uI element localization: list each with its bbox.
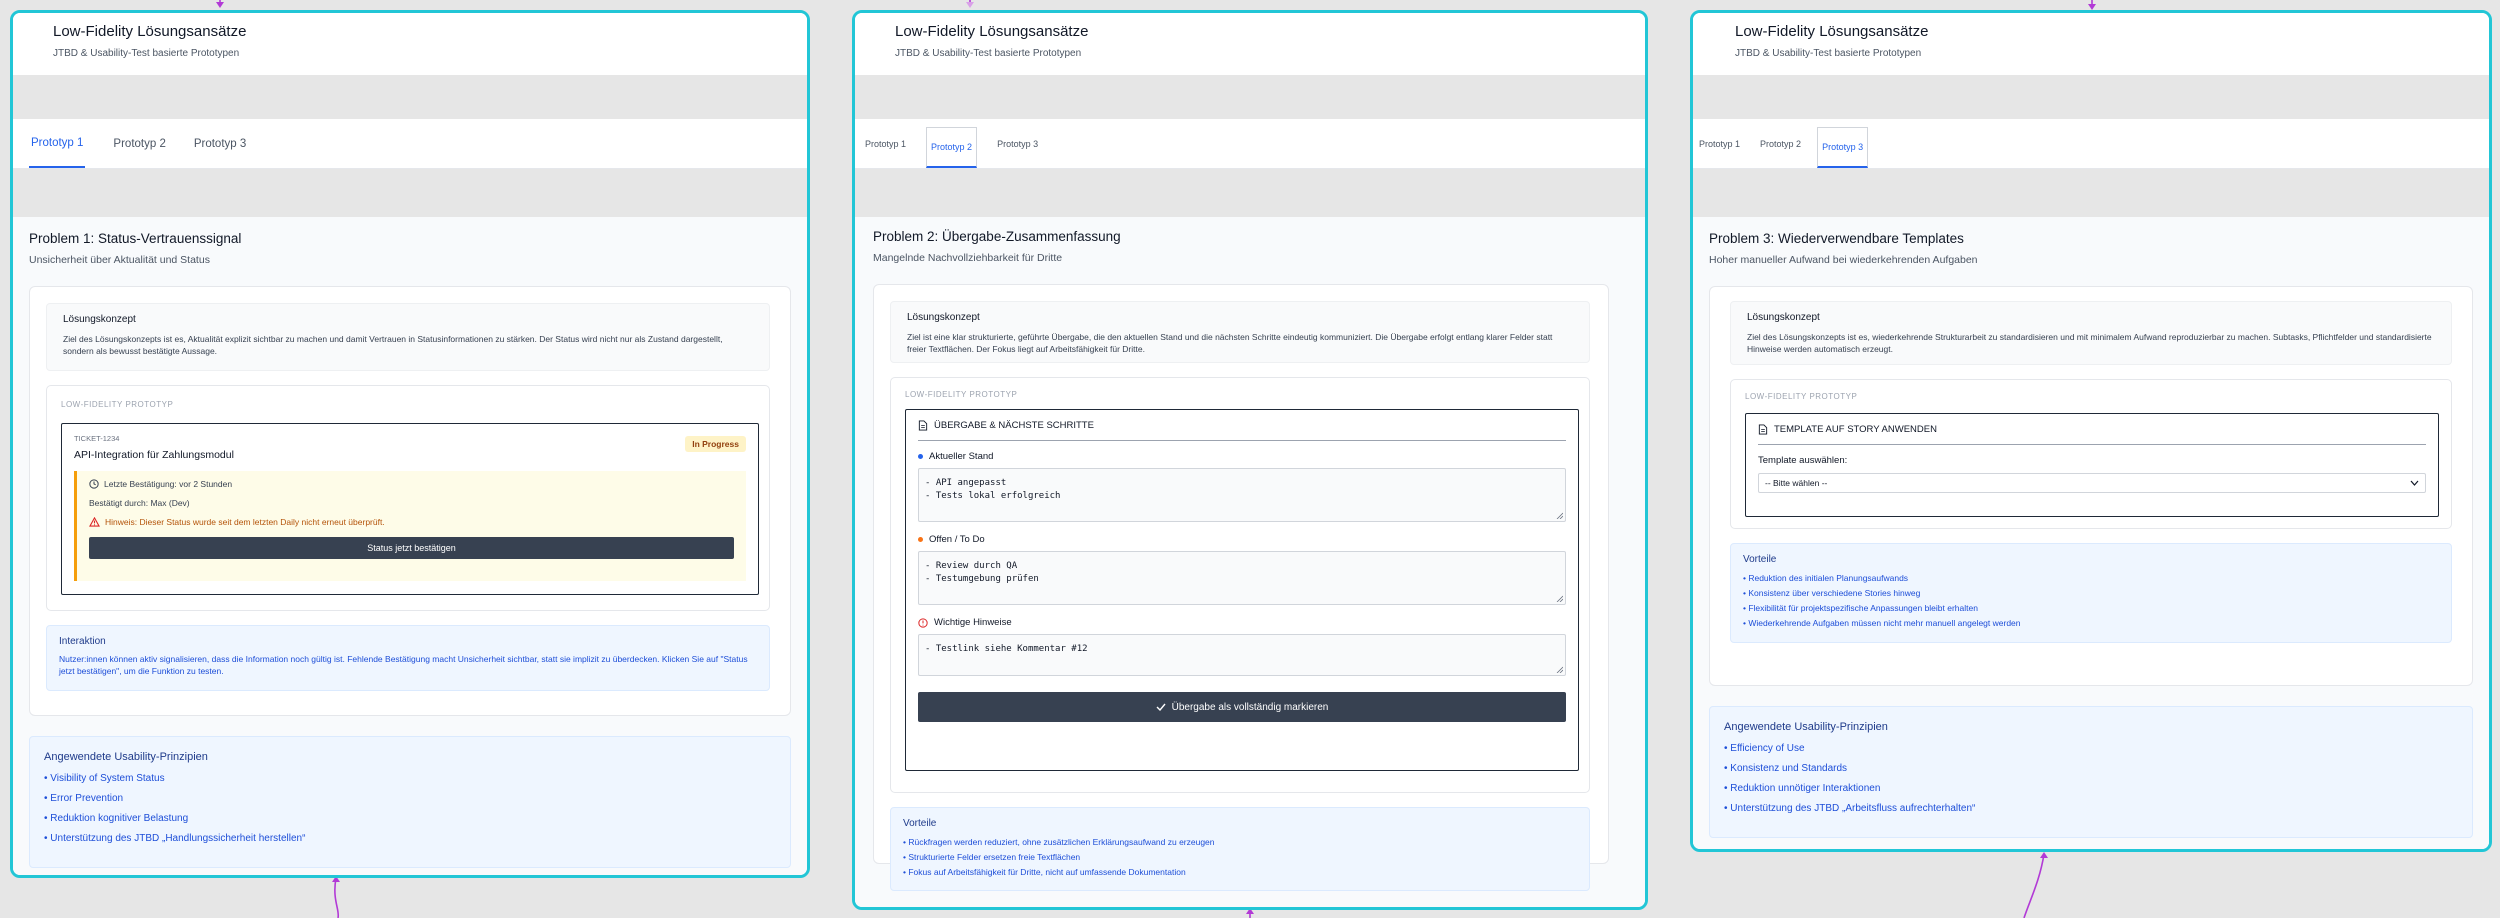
- current-label: Aktueller Stand: [929, 451, 994, 462]
- principle-item: • Unterstützung des JTBD „Arbeitsfluss aufrechterhalten“: [1724, 803, 1976, 814]
- ticket-id: TICKET-1234: [74, 434, 120, 443]
- tab-label: Prototyp 1: [865, 138, 907, 149]
- tab-prototyp-1[interactable]: [865, 119, 906, 168]
- benefit-item: • Wiederkehrende Aufgaben müssen nicht mehr manuell angelegt werden: [1743, 618, 2021, 628]
- tab-bar: [1693, 119, 2489, 169]
- lofi-prototype: [1730, 379, 2452, 529]
- select-value: -- Bitte wählen --: [1765, 478, 1828, 488]
- concept-text: Ziel ist eine klar strukturierte, geführte Übergabe, die den aktuellen Stand und die nächsten Schritte eindeutig kommuniziert. Die Übergabe erfolgt entlang klarer Felder statt freier Textflächen. Der Fokus liegt auf Arbeitsfähigkeit für Dritte.: [907, 332, 1553, 355]
- open-label: Offen / To Do: [929, 534, 985, 545]
- principle-item: • Visibility of System Status: [44, 773, 165, 784]
- lofi-label: LOW-FIDELITY PROTOTYP: [1745, 392, 1858, 401]
- spacer-band: [855, 75, 1645, 119]
- template-title: TEMPLATE AUF STORY ANWENDEN: [1774, 424, 1937, 435]
- template-select[interactable]: [1758, 473, 2426, 493]
- prototype-content: [1693, 217, 2489, 852]
- checkmark-icon: [1156, 703, 1166, 711]
- tab-prototyp-2[interactable]: [926, 127, 977, 168]
- spacer-band: [13, 169, 807, 217]
- page-header: [855, 13, 1645, 75]
- resize-handle-icon[interactable]: [1556, 666, 1563, 673]
- tab-label: Prototyp 3: [1822, 142, 1864, 152]
- prototype-frame-2: [852, 10, 1648, 910]
- concept-title: Lösungskonzept: [1747, 312, 1820, 323]
- status-dot-orange-icon: [918, 537, 923, 542]
- interaction-box: [46, 625, 770, 691]
- page-header: [13, 13, 807, 75]
- concept-text: Ziel des Lösungskonzepts ist es, wiederkehrende Strukturarbeit zu standardisieren und mit minimalem Aufwand reproduzierbar zu machen. Subtasks, Pflichtfelder und standardisierte Hinweise werden automatisch erzeugt.: [1747, 332, 2432, 355]
- prototype-content: [855, 217, 1645, 910]
- principle-item: • Efficiency of Use: [1724, 743, 1805, 754]
- textarea-value: - API angepasst - Tests lokal erfolgreich: [925, 478, 1061, 502]
- tab-label: Prototyp 3: [997, 138, 1039, 149]
- handover-title: ÜBERGABE & NÄCHSTE SCHRITTE: [934, 420, 1094, 431]
- benefits-box: [890, 807, 1590, 891]
- warning-text: Hinweis: Dieser Status wurde seit dem letzten Daily nicht erneut überprüft.: [105, 517, 385, 527]
- problem-subtitle: Unsicherheit über Aktualität und Status: [29, 254, 210, 266]
- principles-title: Angewendete Usability-Prinzipien: [1724, 721, 1888, 733]
- concept-title: Lösungskonzept: [63, 314, 136, 325]
- problem-title: Problem 3: Wiederverwendbare Templates: [1709, 231, 1964, 246]
- solution-card: [1709, 286, 2473, 686]
- benefits-box: [1730, 543, 2452, 643]
- last-confirm-value: vor 2 Stunden: [179, 479, 233, 489]
- page-title: Low-Fidelity Lösungsansätze: [53, 23, 247, 40]
- benefit-item: • Strukturierte Felder ersetzen freie Textflächen: [903, 852, 1081, 862]
- interaction-title: Interaktion: [59, 636, 106, 647]
- tab-label: Prototyp 2: [1760, 138, 1802, 149]
- page-subtitle: JTBD & Usability-Test basierte Prototypen: [53, 48, 240, 59]
- solution-concept: [46, 303, 770, 371]
- mark-complete-button[interactable]: [918, 692, 1566, 722]
- select-label: Template auswählen:: [1758, 455, 1848, 466]
- tab-label: Prototyp 1: [31, 136, 84, 149]
- benefit-item: • Fokus auf Arbeitsfähigkeit für Dritte, nicht auf umfassende Dokumentation: [903, 867, 1186, 877]
- benefit-item: • Reduktion des initialen Planungsaufwands: [1743, 573, 1909, 583]
- principle-item: • Reduktion kognitiver Belastung: [44, 813, 189, 824]
- page-subtitle: JTBD & Usability-Test basierte Prototypen: [895, 48, 1082, 59]
- lofi-prototype: [890, 377, 1590, 793]
- solution-card: [873, 284, 1609, 877]
- page-header: [1693, 13, 2489, 75]
- spacer-band: [13, 75, 807, 119]
- principle-item: • Reduktion unnötiger Interaktionen: [1724, 783, 1881, 794]
- spacer-band: [855, 169, 1645, 217]
- prototype-frame-1: [10, 10, 810, 878]
- confirmed-by-label: Bestätigt durch:: [89, 498, 149, 508]
- alert-circle-icon: [918, 618, 928, 628]
- tab-prototyp-2[interactable]: [1760, 119, 1801, 168]
- document-icon: [918, 420, 928, 431]
- current-state-textarea[interactable]: [918, 468, 1566, 522]
- tab-prototyp-3[interactable]: [1817, 127, 1868, 168]
- principle-item: • Konsistenz und Standards: [1724, 763, 1848, 774]
- principles-title: Angewendete Usability-Prinzipien: [44, 751, 208, 763]
- textarea-value: - Testlink siehe Kommentar #12: [925, 644, 1088, 654]
- benefit-item: • Flexibilität für projektspezifische Anpassungen bleibt erhalten: [1743, 603, 1978, 613]
- confirmed-by-value: Max (Dev): [150, 498, 190, 508]
- ticket-title: API-Integration für Zahlungsmodul: [74, 449, 234, 461]
- last-confirm-label: Letzte Bestätigung:: [104, 479, 177, 489]
- notes-label: Wichtige Hinweise: [934, 617, 1012, 628]
- clock-icon: [89, 479, 99, 489]
- solution-card: [29, 286, 791, 716]
- template-card: [1745, 413, 2439, 517]
- prototype-content: [13, 217, 807, 878]
- button-label: Übergabe als vollständig markieren: [1171, 701, 1329, 713]
- confirm-status-button[interactable]: [89, 537, 734, 559]
- principle-item: • Error Prevention: [44, 793, 124, 804]
- handover-card: [905, 409, 1579, 771]
- spacer-band: [1693, 169, 2489, 217]
- lofi-prototype: [46, 385, 770, 611]
- resize-handle-icon[interactable]: [1556, 512, 1563, 519]
- lofi-label: LOW-FIDELITY PROTOTYP: [61, 400, 174, 409]
- page-title: Low-Fidelity Lösungsansätze: [895, 23, 1089, 40]
- prototype-frame-3: [1690, 10, 2492, 852]
- problem-title: Problem 1: Status-Vertrauenssignal: [29, 231, 242, 246]
- page-title: Low-Fidelity Lösungsansätze: [1735, 23, 1929, 40]
- tab-prototyp-1[interactable]: [1699, 119, 1740, 168]
- page-subtitle: JTBD & Usability-Test basierte Prototypen: [1735, 48, 1922, 59]
- status-dot-blue-icon: [918, 454, 923, 459]
- benefit-item: • Konsistenz über verschiedene Stories hinweg: [1743, 588, 1921, 598]
- problem-title: Problem 2: Übergabe-Zusammenfassung: [873, 229, 1121, 244]
- button-label: Status jetzt bestätigen: [367, 543, 456, 553]
- tab-bar: [855, 119, 1645, 169]
- tab-label: Prototyp 2: [113, 137, 166, 150]
- tab-prototyp-2[interactable]: [113, 119, 165, 168]
- concept-text: Ziel des Lösungskonzepts ist es, Aktualität explizit sichtbar zu machen und damit Vertrauen in Statusinformationen zu stärken. Der Status wird nicht nur als Zustand dargestellt, sondern als bewusst bestätigte Aussage.: [63, 334, 723, 357]
- benefits-title: Vorteile: [903, 818, 937, 829]
- warning-icon: [89, 517, 100, 527]
- tab-label: Prototyp 3: [193, 137, 247, 150]
- solution-concept: [890, 301, 1590, 363]
- tab-prototyp-1[interactable]: [29, 119, 85, 168]
- benefit-item: • Rückfragen werden reduziert, ohne zusätzlichen Erklärungsaufwand zu erzeugen: [903, 837, 1215, 847]
- usability-principles: [1709, 706, 2473, 838]
- document-icon: [1758, 424, 1768, 435]
- concept-title: Lösungskonzept: [907, 312, 980, 323]
- lofi-label: LOW-FIDELITY PROTOTYP: [905, 390, 1018, 399]
- confirmation-panel: [74, 471, 746, 581]
- open-todo-textarea[interactable]: [918, 551, 1566, 605]
- tab-prototyp-3[interactable]: [997, 119, 1038, 168]
- usability-principles: [29, 736, 791, 868]
- tab-prototyp-3[interactable]: [194, 119, 246, 168]
- notes-textarea[interactable]: [918, 634, 1566, 676]
- spacer-band: [1693, 75, 2489, 119]
- tab-label: Prototyp 1: [1699, 138, 1741, 149]
- problem-subtitle: Hoher manueller Aufwand bei wiederkehrenden Aufgaben: [1709, 254, 1978, 266]
- benefits-title: Vorteile: [1743, 554, 1777, 565]
- textarea-value: - Review durch QA - Testumgebung prüfen: [925, 561, 1039, 585]
- problem-subtitle: Mangelnde Nachvollziehbarkeit für Dritte: [873, 252, 1063, 264]
- ticket-card: [61, 423, 759, 595]
- status-badge: In Progress: [685, 436, 746, 452]
- principle-item: • Unterstützung des JTBD „Handlungssicherheit herstellen“: [44, 833, 306, 844]
- tab-label: Prototyp 2: [931, 142, 973, 152]
- interaction-text: Nutzer:innen können aktiv signalisieren, dass die Information noch gültig ist. Fehlende Bestätigung macht Unsicherheit sichtbar, statt sie implizit zu überdecken. Klicken Sie auf "Status jetzt bestätigen", um die Funktion zu testen.: [59, 654, 748, 677]
- chevron-down-icon: [2410, 480, 2419, 486]
- solution-concept: [1730, 301, 2452, 365]
- resize-handle-icon[interactable]: [1556, 595, 1563, 602]
- tab-bar: [13, 119, 807, 169]
